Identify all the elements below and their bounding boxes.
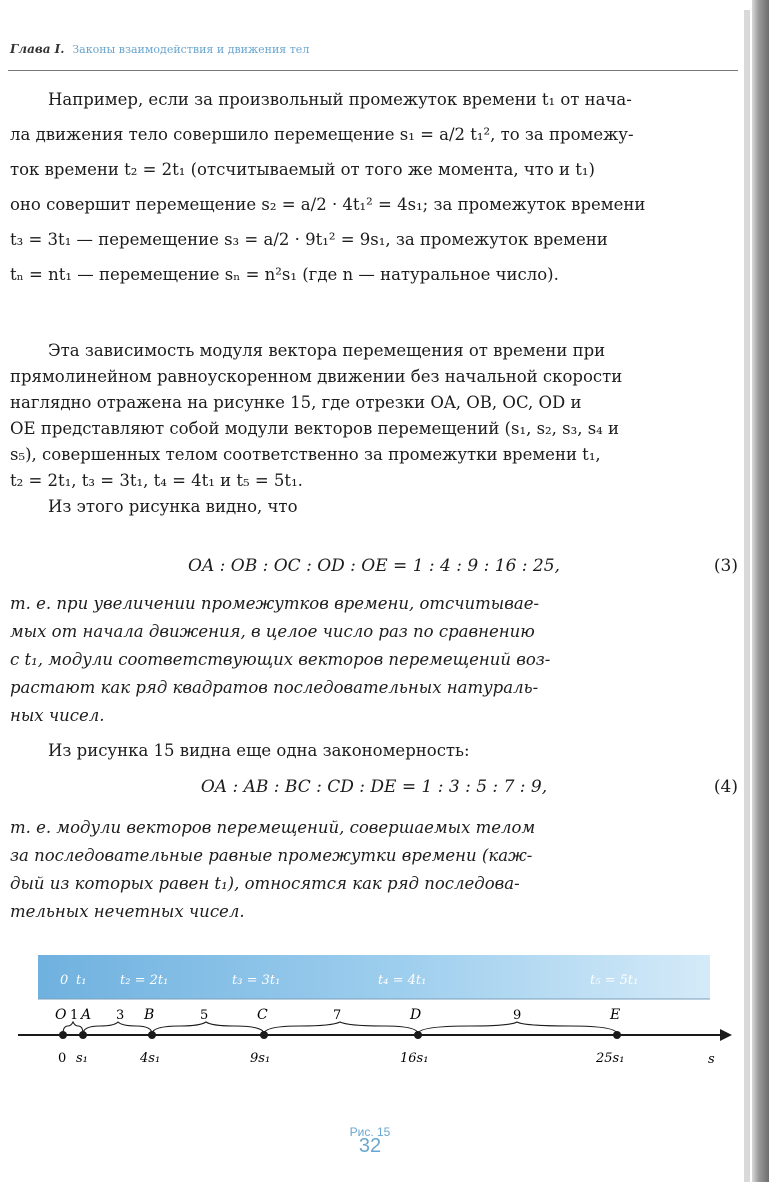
text-line: наглядно отражена на рисунке 15, где отрезки OA, OB, OC, OD и <box>10 393 582 412</box>
paragraph-example <box>10 82 740 292</box>
header-rule <box>8 70 738 71</box>
distance-label: s₁ <box>76 1051 88 1066</box>
brace <box>83 1022 152 1034</box>
formula-text: OA : AB : BC : CD : DE = 1 : 3 : 5 : 7 : 9, <box>200 777 548 797</box>
section-title: Законы взаимодействия и движения тел <box>72 43 310 56</box>
brace <box>152 1022 264 1034</box>
chapter-label: Глава I. <box>10 42 65 56</box>
text-line: t₂ = 2t₁, t₃ = 3t₁, t₄ = 4t₁ и t₅ = 5t₁. <box>10 471 303 490</box>
point-marker <box>59 1031 67 1039</box>
point-label: O <box>55 1007 67 1023</box>
page-edge <box>752 0 769 1182</box>
page-gutter-shadow <box>744 10 750 1182</box>
point-marker <box>613 1031 621 1039</box>
point-label: D <box>410 1007 422 1023</box>
brace <box>418 1022 617 1034</box>
text-line: OE представляют собой модули векторов перемещений (s₁, s₂, s₃, s₄ и <box>10 419 620 438</box>
point-label: A <box>81 1007 92 1023</box>
point-label: C <box>257 1007 268 1023</box>
figure-15 <box>0 950 740 1085</box>
paragraph-dependence <box>10 338 740 520</box>
brace <box>264 1022 418 1034</box>
text-line: дый из которых равен t₁), относятся как ряд последова- <box>10 874 520 893</box>
conclusion-odd <box>10 814 740 926</box>
text-line: растают как ряд квадратов последовательных натураль- <box>10 678 539 697</box>
distance-label: 25s₁ <box>596 1051 625 1066</box>
text-line: тельных нечетных чисел. <box>10 902 245 921</box>
time-label: t₂ = 2t₁ <box>120 973 169 988</box>
text-line: Например, если за произвольный промежуток времени t₁ от нача- <box>48 90 632 109</box>
intro-formula-4: Из рисунка 15 видна еще одна закономерность: <box>48 741 470 760</box>
text-line: с t₁, модули соответствующих векторов перемещений воз- <box>10 650 551 669</box>
time-label: t₅ = 5t₁ <box>590 973 639 988</box>
conclusion-squares <box>10 590 740 730</box>
point-label: B <box>144 1007 155 1023</box>
time-label: 0 <box>60 973 69 988</box>
time-label: t₁ <box>76 973 87 988</box>
formula-number: (3) <box>713 556 738 576</box>
text-line: т. е. модули векторов перемещений, совершаемых телом <box>10 818 536 837</box>
distance-label: 9s₁ <box>250 1051 271 1066</box>
time-label: t₄ = 4t₁ <box>378 973 427 988</box>
text-line: tₙ = nt₁ — перемещение sₙ = n²s₁ (где n — натуральное число). <box>10 265 559 284</box>
text-line: прямолинейном равноускоренном движении без начальной скорости <box>10 367 623 386</box>
text-line: т. е. при увеличении промежутков времени, отсчитывае- <box>10 594 540 613</box>
axis-label: s <box>708 1052 715 1067</box>
text-line: ток времени t₂ = 2t₁ (отсчитываемый от того же момента, что и t₁) <box>10 160 595 179</box>
point-marker <box>414 1031 422 1039</box>
text-line: Из этого рисунка видно, что <box>48 497 298 516</box>
arrow-head-icon <box>720 1029 732 1041</box>
distance-label: 4s₁ <box>140 1051 161 1066</box>
formula-text: OA : OB : OC : OD : OE = 1 : 4 : 9 : 16 : 25, <box>188 556 560 576</box>
distance-label: 16s₁ <box>400 1051 429 1066</box>
brace <box>63 1022 83 1034</box>
text-line: мых от начала движения, в целое число раз по сравнению <box>10 622 535 641</box>
text-line: s₅), совершенных телом соответственно за промежутки времени t₁, <box>10 445 601 464</box>
distance-label: 0 <box>58 1051 67 1066</box>
point-marker <box>260 1031 268 1039</box>
text-line: за последовательные равные промежутки времени (каж- <box>10 846 533 865</box>
running-header <box>10 42 309 56</box>
point-marker <box>79 1031 87 1039</box>
interval-label: 9 <box>513 1008 522 1023</box>
point-marker <box>148 1031 156 1039</box>
text-line: Эта зависимость модуля вектора перемещения от времени при <box>48 341 606 360</box>
text-line: оно совершит перемещение s₂ = a/2 · 4t₁² = 4s₁; за промежуток времени <box>10 195 646 214</box>
figure-caption: Рис. 15 <box>349 1125 391 1139</box>
interval-label: 1 <box>70 1008 79 1023</box>
text-line: t₃ = 3t₁ — перемещение s₃ = a/2 · 9t₁² = 9s₁, за промежуток времени <box>10 230 608 249</box>
interval-label: 7 <box>333 1008 342 1023</box>
formula-3 <box>10 556 738 586</box>
page-number: 32 <box>358 1135 382 1157</box>
time-label: t₃ = 3t₁ <box>232 973 281 988</box>
text-line: ных чисел. <box>10 706 105 725</box>
point-label: E <box>610 1007 621 1023</box>
interval-label: 5 <box>200 1008 209 1023</box>
text-line: ла движения тело совершило перемещение s₁ = a/2 t₁², то за промежу- <box>10 125 634 144</box>
formula-4 <box>10 777 738 807</box>
formula-number: (4) <box>713 777 738 797</box>
interval-label: 3 <box>116 1008 125 1023</box>
